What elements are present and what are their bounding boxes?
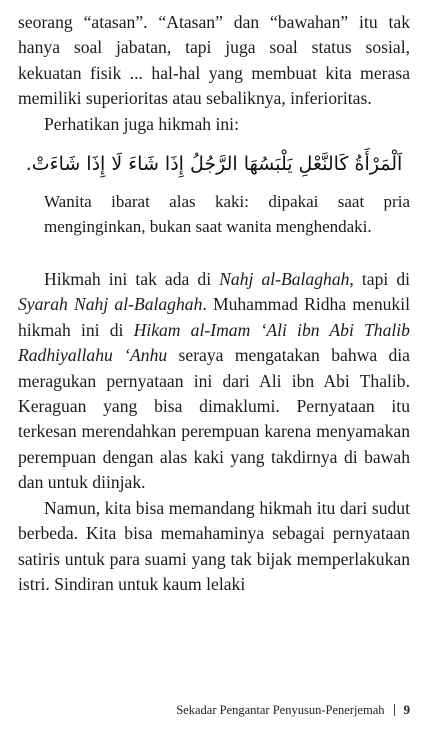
page-number: 9: [403, 702, 410, 717]
paragraph-source: [18, 267, 410, 496]
footer-separator: [394, 704, 395, 716]
running-title: Sekadar Pengantar Penyusun-Penerjemah: [176, 702, 385, 717]
source-text-2: , tapi di: [349, 269, 411, 290]
quote-translation: Wanita ibarat alas kaki: dipakai saat pria menginginkan, bukan saat wanita menghendaki.: [44, 192, 410, 237]
title-hikam: Hikam al-Imam ‘Ali ibn Abi Thalib Radhiyallahu ‘Anhu: [18, 319, 410, 366]
paragraph-satire: Namun, kita bisa memandang hikmah itu dari sudut berbeda. Kita bisa memahaminya sebagai pernyataan satiris untuk para suami yang tak bijak memperlakukan istri. Sindiran untuk kaum lelaki: [18, 497, 410, 594]
title-syarah: Syarah Nahj al-Balaghah: [18, 294, 203, 315]
hikmah-lead: Perhatikan juga hikmah ini:: [44, 113, 239, 134]
source-text-3: . Muhammad Ridha menukil hikmah ini di: [18, 294, 410, 340]
paragraph-gap: [18, 239, 410, 267]
source-text-4: seraya mengatakan bahwa dia meragukan pernyataan ini dari Ali ibn Abi Thalib. Keraguan yang bisa dimaklumi. Pernyataan itu terkesan merendahkan perempuan karena menyamakan perempuan dengan alas kaki yang takdirnya di bawah dan untuk diinjak.: [18, 345, 410, 493]
source-text-1: Hikmah ini tak ada di: [44, 269, 220, 290]
paragraph-intro: seorang “atasan”. “Atasan” dan “bawahan” itu tak hanya soal jabatan, tapi juga soal status sosial, kekuatan fisik ... hal-hal yang membuat kita merasa memiliki superioritas atau sebaliknya, inferioritas.: [18, 12, 410, 109]
page-footer: [176, 702, 410, 718]
page-body: [18, 10, 410, 597]
arabic-quote: اَلْمَرْأَةُ كَالنَّعْلِ يَلْبَسُهَا الرَّجُلُ إِذَا شَاءَ لَا إِذَا شَاءَتْ.: [25, 153, 403, 176]
title-nahj: Nahj al-Balaghah: [219, 269, 350, 290]
